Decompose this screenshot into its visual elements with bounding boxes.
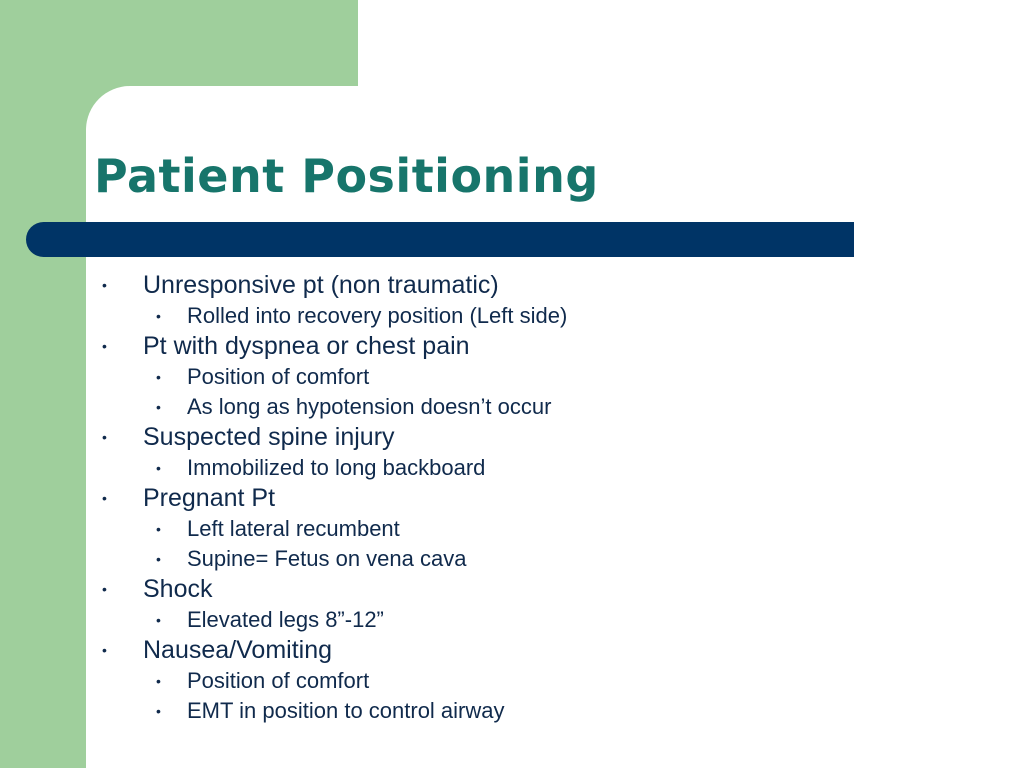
sub-bullet-text: EMT in position to control airway [187,698,505,723]
sub-bullet-item [100,666,567,696]
sub-bullet-text: Position of comfort [187,364,370,389]
bullet-icon: • [156,308,161,324]
bullet-item [100,483,567,514]
bullet-icon: • [156,703,161,719]
sub-bullet-text: Elevated legs 8”-12” [187,607,384,632]
sub-bullet-text: Supine= Fetus on vena cava [187,546,467,571]
bullet-icon: • [102,429,107,445]
sub-bullet-item [100,362,567,392]
sub-bullet-item [100,301,567,331]
bullet-text: Pt with dyspnea or chest pain [143,332,470,360]
bullet-text: Shock [143,575,213,603]
bullet-icon: • [102,642,107,658]
bullet-item [100,270,567,301]
bullet-icon: • [156,399,161,415]
bullet-icon: • [156,673,161,689]
bullet-icon: • [156,521,161,537]
bullet-icon: • [156,460,161,476]
sub-bullet-item [100,392,567,422]
bullet-item [100,422,567,453]
sub-bullet-text: Left lateral recumbent [187,516,400,541]
sub-bullet-item [100,453,567,483]
title-underline-bar [26,222,854,257]
sub-bullet-item [100,544,567,574]
bullet-text: Nausea/Vomiting [143,636,333,664]
sub-bullet-text: As long as hypotension doesn’t occur [187,394,552,419]
bullet-icon: • [102,490,107,506]
sub-bullet-item [100,605,567,635]
bullet-icon: • [102,338,107,354]
bullet-item [100,331,567,362]
bullet-icon: • [102,277,107,293]
sub-bullet-item [100,696,567,726]
bullet-icon: • [102,581,107,597]
bullet-text: Unresponsive pt (non traumatic) [143,271,499,299]
bullet-item [100,635,567,666]
bullet-icon: • [156,369,161,385]
sub-bullet-text: Immobilized to long backboard [187,455,486,480]
sub-bullet-text: Rolled into recovery position (Left side) [187,303,568,328]
bullet-text: Suspected spine injury [143,423,395,451]
bullet-list [100,270,567,726]
sub-bullet-item [100,514,567,544]
bullet-icon: • [156,551,161,567]
bullet-icon: • [156,612,161,628]
slide-title: Patient Positioning [94,149,599,203]
bullet-item [100,574,567,605]
sub-bullet-text: Position of comfort [187,668,370,693]
bullet-text: Pregnant Pt [143,484,276,512]
